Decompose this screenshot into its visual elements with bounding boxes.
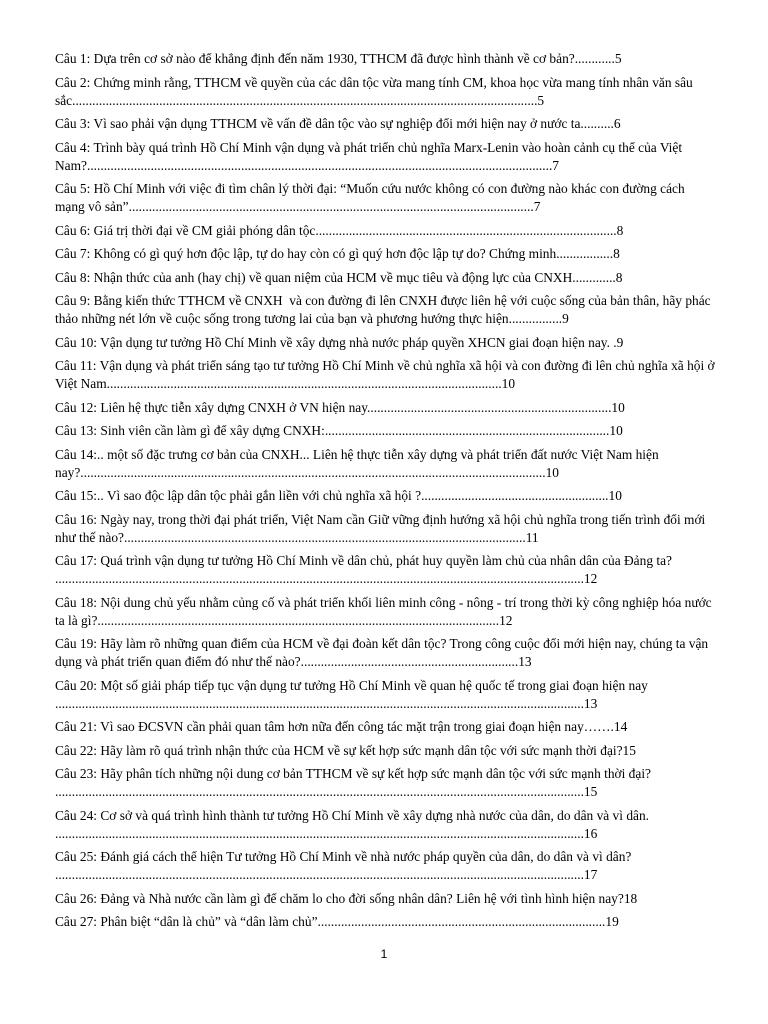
toc-entry-text: Câu 20: Một số giải pháp tiếp tục vận dụng tư tưởng Hồ Chí Minh về quan hệ quốc tế trong giai đoạn hiện nay ..............................................................................................................................................................13	[55, 677, 652, 711]
toc-entry-text: Câu 4: Trình bày quá trình Hồ Chí Minh vận dụng và phát triển chủ nghĩa Marx-Lenin vào hoàn cảnh cụ thể của Việt Nam?...........................................................................................................................................7	[55, 139, 686, 173]
toc-entry-text: Câu 11: Vận dụng và phát triển sáng tạo tư tưởng Hồ Chí Minh về chủ nghĩa xã hội và con đường đi lên chủ nghĩa xã hội ở Việt Nam......................................................................................................................10	[55, 358, 718, 391]
toc-entry[interactable]	[55, 357, 718, 393]
toc-entry[interactable]	[55, 913, 715, 931]
toc-entry-text: Câu 7: Không có gì quý hơn độc lập, tự do hay còn có gì quý hơn độc lập tự do? Chứng minh.................8	[55, 246, 620, 261]
toc-entry[interactable]	[55, 292, 715, 328]
toc-entry[interactable]	[55, 718, 715, 736]
toc-entry[interactable]	[55, 552, 715, 588]
toc-entry-text: Câu 10: Vận dụng tư tưởng Hồ Chí Minh về xây dựng nhà nước pháp quyền XHCN giai đoạn hiện nay. .9	[55, 334, 624, 350]
toc-entry[interactable]	[55, 487, 715, 505]
page-number: 1	[380, 947, 388, 961]
toc-entry[interactable]	[55, 422, 715, 440]
toc-entry[interactable]	[55, 742, 715, 760]
toc-entry[interactable]	[55, 765, 715, 801]
toc-entry-text: Câu 17: Quá trình vận dụng tư tưởng Hồ Chí Minh về dân chủ, phát huy quyền làm chủ của nhân dân của Đảng ta? ..............................................................................................................................................................12	[55, 553, 676, 586]
toc-entry-text: Câu 15:.. Vì sao độc lập dân tộc phải gắn liền với chủ nghĩa xã hội ?........................................................10	[55, 488, 622, 503]
toc-entry-text: Câu 12: Liên hệ thực tiễn xây dựng CNXH ở VN hiện nay.........................................................................10	[55, 399, 625, 415]
toc-entry[interactable]	[55, 269, 715, 287]
toc-entry-text: Câu 1: Dựa trên cơ sở nào để khẳng định đến năm 1930, TTHCM đã được hình thành về cơ bản?............5	[55, 51, 622, 66]
toc-entry[interactable]	[55, 594, 715, 630]
toc-entry-text: Câu 14:.. một số đặc trưng cơ bản của CNXH... Liên hệ thực tiễn xây dựng và phát triển đất nước Việt Nam hiện nay?...........................................................................................................................................10	[55, 446, 663, 480]
toc-entry-text: Câu 23: Hãy phân tích những nội dung cơ bản TTHCM về sự kết hợp sức mạnh dân tộc với sức mạnh thời đại? ..............................................................................................................................................................15	[55, 766, 655, 799]
toc-entry[interactable]	[55, 635, 715, 671]
toc-entry[interactable]	[55, 74, 715, 110]
toc-entry[interactable]	[55, 50, 715, 68]
toc-entry-text: Câu 6: Giá trị thời đại về CM giải phóng dân tộc..........................................................................................8	[55, 222, 624, 238]
toc-entry[interactable]	[55, 807, 715, 843]
toc-entry-text: Câu 22: Hãy làm rõ quá trình nhận thức của HCM về sự kết hợp sức mạnh dân tộc với sức mạnh thời đại?15	[55, 742, 636, 758]
toc-entry[interactable]	[55, 334, 715, 352]
toc-entry-text: Câu 3: Vì sao phải vận dụng TTHCM về vấn đề dân tộc vào sự nghiệp đổi mới hiện nay ở nước ta..........6	[55, 116, 621, 131]
toc-entry[interactable]	[55, 115, 715, 133]
toc-entry-text: Câu 8: Nhận thức của anh (hay chị) về quan niệm của HCM về mục tiêu và động lực của CNXH.............8	[55, 269, 623, 285]
toc-entry-text: Câu 13: Sinh viên cần làm gì để xây dựng CNXH:.....................................................................................10	[55, 423, 623, 438]
toc-entry-text: Câu 19: Hãy làm rõ những quan điểm của HCM về đại đoàn kết dân tộc? Trong công cuộc đổi mới hiện nay, chúng ta vận dụng và phát triển quan điểm đó như thế nào?.................................................................13	[55, 636, 712, 669]
toc-entry-text: Câu 16: Ngày nay, trong thời đại phát triển, Việt Nam cần Giữ vững định hướng xã hội chủ nghĩa trong tiến trình đổi mới như thế nào?........................................................................................................................11	[55, 511, 709, 545]
toc-entry[interactable]	[55, 848, 715, 884]
toc-entry-text: Câu 26: Đảng và Nhà nước cần làm gì để chăm lo cho đời sống nhân dân? Liên hệ với tình hình hiện nay?18	[55, 890, 638, 906]
toc-entry-text: Câu 25: Đánh giá cách thể hiện Tư tưởng Hồ Chí Minh về nhà nước pháp quyền của dân, do dân và vì dân? ..............................................................................................................................................................17	[55, 849, 635, 882]
toc-entry-text: Câu 27: Phân biệt “dân là chủ” và “dân làm chủ”......................................................................................19	[55, 914, 619, 929]
toc-entry[interactable]	[55, 180, 715, 216]
table-of-contents	[55, 50, 718, 937]
toc-entry[interactable]	[55, 222, 715, 240]
toc-entry[interactable]	[55, 446, 715, 482]
toc-entry[interactable]	[55, 399, 715, 417]
toc-entry-text: Câu 5: Hồ Chí Minh với việc đi tìm chân lý thời đại: “Muốn cứu nước không có con đường nào khác con đường cách mạng vô sản”.........................................................................................................................7	[55, 181, 689, 214]
toc-entry-text: Câu 9: Bằng kiến thức TTHCM về CNXH và con đường đi lên CNXH được liên hệ với cuộc sống của bản thân, hãy phác thảo những nét lớn về cuộc sống trong tương lai của bạn và phương hướng thực hiện................9	[55, 293, 714, 326]
toc-entry-text: Câu 21: Vì sao ĐCSVN cần phải quan tâm hơn nữa đến công tác mặt trận trong giai đoạn hiện nay…….14	[55, 719, 628, 734]
toc-entry[interactable]	[55, 245, 715, 263]
toc-entry-text: Câu 18: Nội dung chủ yếu nhằm củng cố và phát triển khối liên minh công - nông - trí trong thời kỳ công nghiệp hóa nước ta là gì?........................................................................................................................12	[55, 594, 715, 628]
toc-entry[interactable]	[55, 677, 715, 713]
toc-entry-text: Câu 24: Cơ sở và quá trình hình thành tư tưởng Hồ Chí Minh về xây dựng nhà nước của dân, do dân và vì dân. ..............................................................................................................................................................16	[55, 807, 653, 841]
toc-entry-text: Câu 2: Chứng minh rằng, TTHCM về quyền của các dân tộc vừa mang tính CM, khoa học vừa mang tính nhân văn sâu sắc...........................................................................................................................................5	[55, 74, 697, 108]
toc-entry[interactable]	[55, 890, 715, 908]
toc-entry[interactable]	[55, 139, 715, 175]
toc-entry[interactable]	[55, 511, 715, 547]
